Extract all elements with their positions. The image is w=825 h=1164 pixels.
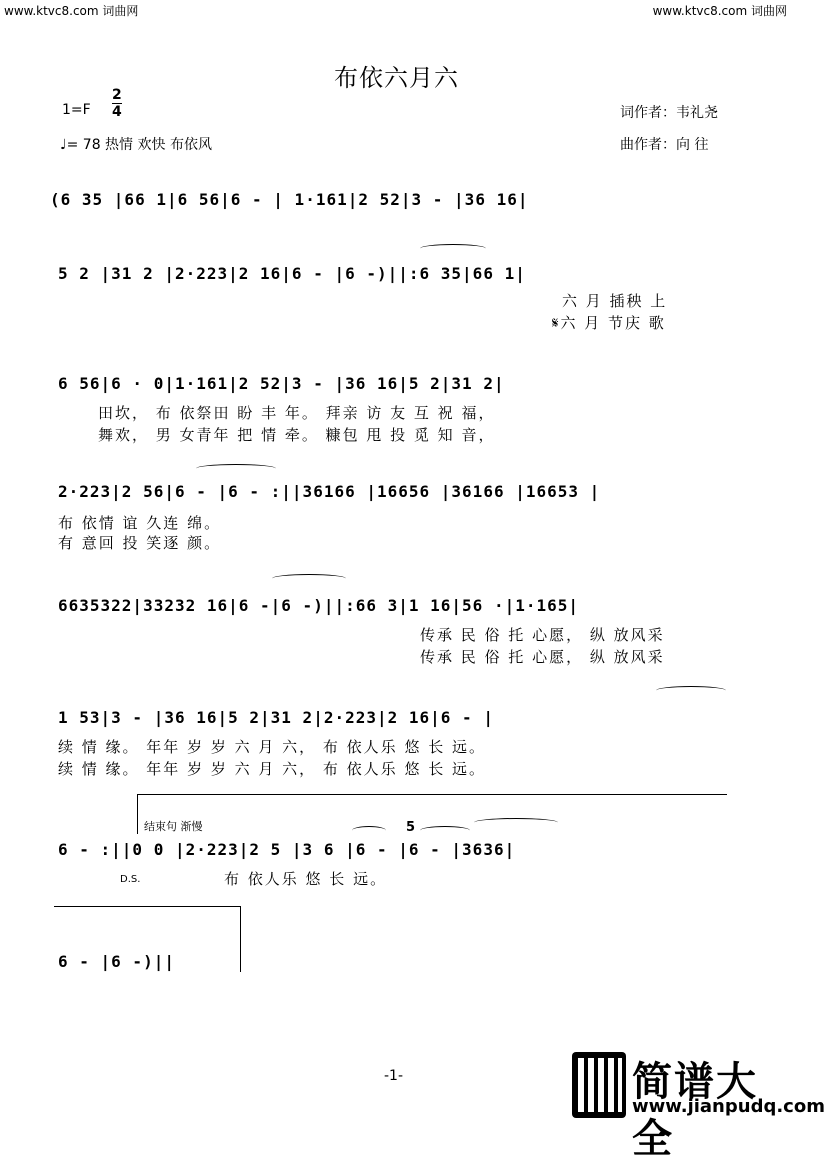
lyric-line: 续 情 缘。 年年 岁 岁 六 月 六， 布 依人乐 悠 长 远。 [58,738,486,756]
lyric-line: 舞欢， 男 女青年 把 情 牵。 糠包 甩 投 觅 知 音， [98,426,496,444]
time-signature [112,88,122,119]
lyric-line: 续 情 缘。 年年 岁 岁 六 月 六， 布 依人乐 悠 长 远。 [58,760,486,778]
lyric-line: 有 意回 投 笑逐 颜。 [58,534,222,552]
ending-bracket-top-2 [54,906,240,907]
notes-text: 6 - |6 -)|| [58,952,175,971]
tie-arc [272,574,346,583]
ending-bracket-left [137,794,138,834]
lyric-line: 田坎， 布 依祭田 盼 丰 年。 拜亲 访 友 互 祝 福， [98,404,496,422]
tie-arc [420,826,470,835]
notes-text: 2·223|2 56|6 - |6 - :||36166 |16656 |36166 |16653 | [58,482,601,501]
site-watermark-right: www.ktvc8.com 词曲网 [652,4,787,18]
ds-marking: D.S. [120,874,141,885]
logo-url: www.jianpudq.com [632,1096,825,1117]
composer: 曲作者：向 往 [620,137,709,153]
notes-text: (6 35 |66 1|6 56|6 - | 1·161|2 52|3 - |36 16| [50,190,529,209]
lyric-line: 传承 民 俗 托 心愿， 纵 放风采 [420,648,665,666]
page-number: -1- [384,1068,404,1084]
logo-text: 简谱大全 [632,1059,758,1162]
time-denominator: 4 [112,104,122,120]
notes-text: 6 - :||0 0 |2·223|2 5 |3 6 |6 - |6 - |3636| [58,840,516,859]
tie-arc [196,464,276,473]
notes-text: 1 53|3 - |36 16|5 2|31 2|2·223|2 16|6 - | [58,708,494,727]
notes-text: 6635322|33232 16|6 -|6 -)||:66 3|1 16|56 ·|1·165| [58,596,580,615]
lyric-line: 布 依人乐 悠 长 远。 [224,870,388,888]
tie-arc [420,244,486,253]
site-watermark-left: www.ktvc8.com 词曲网 [4,4,139,18]
time-numerator: 2 [112,87,122,103]
notes-text: 6 56|6 · 0|1·161|2 52|3 - |36 16|5 2|31 2| [58,374,505,393]
tie-arc [656,686,726,695]
grace-note: 5 [406,820,416,835]
lyric-line: 六 月 插秧 上 [562,292,668,310]
lyric-line: 传承 民 俗 托 心愿， 纵 放风采 [420,626,665,644]
lyric-line: 布 依情 谊 久连 绵。 [58,514,222,532]
ending-label: 结束句 渐慢 [144,820,203,833]
piano-keys-icon [572,1052,626,1118]
key-signature: 1=F [62,102,91,118]
tempo-marking: ♩= 78 热情 欢快 布依风 [60,137,212,153]
ending-bracket-right [240,906,241,972]
tie-arc [474,818,558,827]
lyric-line: 𝄋六 月 节庆 歌 [552,314,666,332]
tie-arc [352,826,386,835]
song-title: 布依六月六 [334,64,459,92]
site-logo [572,1052,825,1162]
ending-bracket-top [137,794,727,795]
lyricist: 词作者：韦礼尧 [620,105,718,121]
notes-text: 5 2 |31 2 |2·223|2 16|6 - |6 -)||:6 35|66 1| [58,264,526,283]
